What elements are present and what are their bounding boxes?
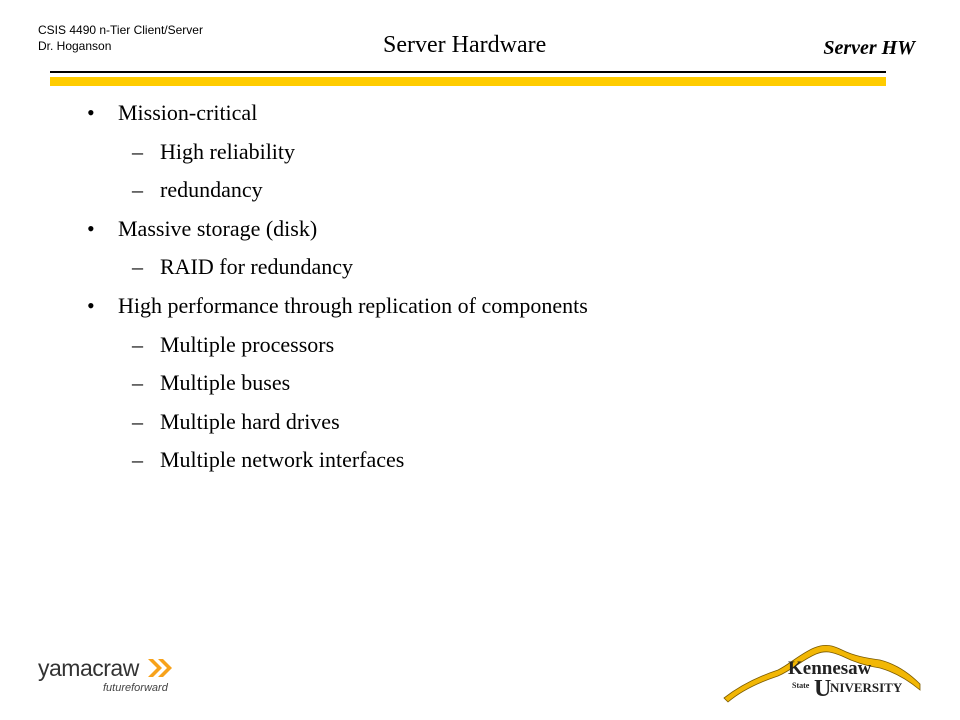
- yamacraw-logo: [38, 655, 178, 697]
- dash-marker: –: [132, 177, 143, 203]
- bullet-text: High performance through replication of components: [118, 292, 588, 318]
- sub-bullet-item: [0, 403, 960, 442]
- dash-marker: –: [132, 254, 143, 280]
- bullet-marker: •: [87, 100, 95, 125]
- instructor-name: Dr. Hoganson: [38, 39, 112, 53]
- yamacraw-tagline: futureforward: [103, 682, 168, 694]
- dash-marker: –: [132, 408, 143, 434]
- bullet-text: Multiple hard drives: [160, 408, 340, 434]
- bullet-item: [0, 210, 960, 249]
- course-title: CSIS 4490 n-Tier Client/Server: [38, 23, 203, 37]
- ksu-wordmark-line1: Kennesaw: [788, 658, 872, 679]
- bullet-item: [0, 94, 960, 133]
- bullet-list: [0, 94, 960, 480]
- dash-marker: –: [132, 447, 143, 473]
- dash-marker: –: [132, 138, 143, 164]
- yamacraw-wordmark: yamacraw: [38, 655, 139, 681]
- header-rule-thin: [50, 71, 886, 73]
- bullet-text: Multiple processors: [160, 331, 335, 357]
- bullet-text: Multiple network interfaces: [160, 447, 405, 473]
- sub-bullet-item: [0, 364, 960, 403]
- bullet-text: Massive storage (disk): [118, 215, 318, 241]
- slide-title: Server Hardware: [383, 32, 547, 58]
- bullet-marker: •: [87, 215, 95, 241]
- course-info: [38, 22, 203, 54]
- sub-bullet-item: [0, 248, 960, 287]
- double-chevron-icon: [146, 657, 176, 679]
- sub-bullet-item: [0, 326, 960, 365]
- dash-marker: –: [132, 331, 143, 357]
- bullet-item: [0, 287, 960, 326]
- ksu-wordmark-u: U: [814, 676, 832, 702]
- dash-marker: –: [132, 370, 143, 396]
- bullet-text: High reliability: [160, 138, 296, 164]
- bullet-text: Multiple buses: [160, 370, 291, 396]
- section-label: Server HW: [823, 37, 915, 59]
- kennesaw-state-university-logo: [722, 640, 922, 705]
- ksu-wordmark-state: State: [792, 681, 810, 690]
- bullet-text: RAID for redundancy: [160, 254, 354, 280]
- bullet-marker: •: [87, 292, 95, 318]
- sub-bullet-item: [0, 171, 960, 210]
- bullet-text: Mission-critical: [118, 100, 258, 125]
- header-rule-gold: [50, 77, 886, 86]
- sub-bullet-item: [0, 441, 960, 480]
- sub-bullet-item: [0, 133, 960, 172]
- bullet-text: redundancy: [160, 177, 263, 203]
- ksu-wordmark-line2: NIVERSITY: [830, 680, 903, 695]
